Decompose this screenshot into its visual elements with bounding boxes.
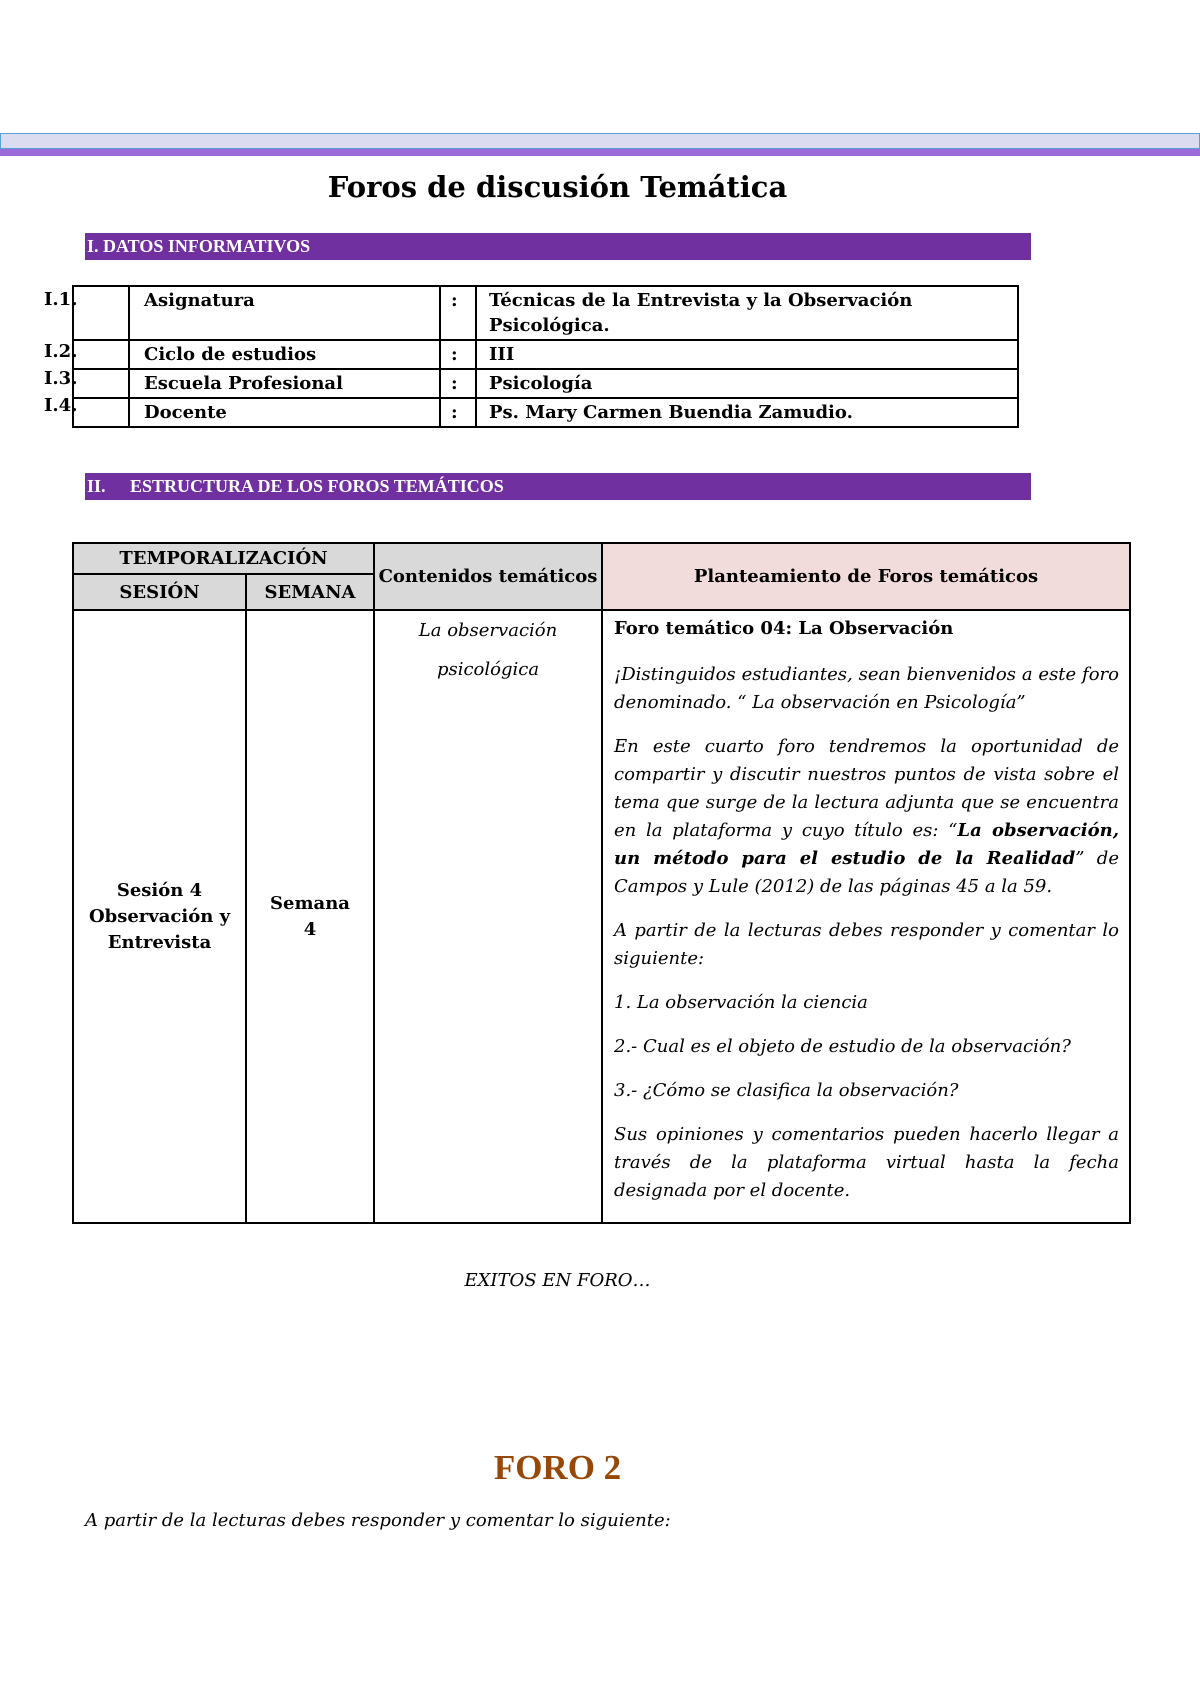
section-heading-estructura (85, 473, 1031, 500)
info-colon: : (440, 398, 476, 427)
section-heading-datos: I. DATOS INFORMATIVOS (85, 233, 1031, 260)
sesion-cell (73, 610, 246, 1223)
planteamiento-cell (602, 610, 1130, 1223)
contenido-line: La observación (418, 620, 558, 641)
forum-header-row (73, 543, 1130, 574)
header-band-accent (0, 149, 1200, 156)
info-label: Escuela Profesional (129, 369, 440, 398)
sesion-number: Sesión 4 (116, 879, 203, 901)
info-table (72, 285, 1019, 428)
row-number: I.3. (44, 368, 78, 389)
info-cell-blank (73, 398, 129, 427)
intro-text: En este cuarto foro tendremos la oportunidad de compartir y discutir nuestros puntos de vista sobre el tema que surge de la lectura adjunta que se encuentra en la plataforma y cuyo título es: “ (614, 736, 1119, 841)
header-band (0, 133, 1200, 149)
contenido-cell (374, 610, 602, 1223)
header-contenidos: Contenidos temáticos (374, 543, 602, 610)
instruction-paragraph: A partir de la lecturas debes responder y comentar lo siguiente: (614, 920, 1119, 969)
info-value: Ps. Mary Carmen Buendia Zamudio. (476, 398, 1018, 427)
sesion-topic: Observación y Entrevista (88, 905, 231, 953)
final-instruction: A partir de la lecturas debes responder y comentar lo siguiente: (85, 1510, 671, 1531)
forum-body-row (73, 610, 1130, 1223)
intro-paragraph (614, 733, 1119, 901)
semana-label: Semana (270, 892, 350, 914)
info-row-escuela (73, 369, 1018, 398)
info-label: Ciclo de estudios (129, 340, 440, 369)
info-row-asignatura (73, 286, 1018, 340)
info-row-docente (73, 398, 1018, 427)
page-title: Foros de discusión Temática (327, 170, 788, 204)
question-3: 3.- ¿Cómo se clasifica la observación? (614, 1080, 959, 1101)
header-semana: SEMANA (246, 574, 374, 610)
info-value: III (476, 340, 1018, 369)
closing-paragraph: Sus opiniones y comentarios pueden hacerlo llegar a través de la plataforma virtual hasta la fecha designada por el docente. (614, 1124, 1119, 1201)
info-label: Asignatura (129, 286, 440, 340)
exitos-text: EXITOS EN FORO… (464, 1270, 651, 1291)
info-colon: : (440, 340, 476, 369)
row-number: I.2. (44, 341, 78, 362)
section-number: II. (87, 476, 106, 496)
section-title: ESTRUCTURA DE LOS FOROS TEMÁTICOS (130, 476, 504, 496)
info-row-ciclo (73, 340, 1018, 369)
info-cell-blank (73, 286, 129, 340)
forum-table (72, 542, 1131, 1224)
info-value: Psicología (476, 369, 1018, 398)
info-cell-blank (73, 369, 129, 398)
row-number: I.1. (44, 289, 78, 310)
welcome-paragraph: ¡Distinguidos estudiantes, sean bienvenidos a este foro denominado. “ La observación en Psicología” (614, 664, 1119, 713)
info-cell-blank (73, 340, 129, 369)
header-planteamiento: Planteamiento de Foros temáticos (602, 543, 1130, 610)
question-1: 1. La observación la ciencia (614, 992, 868, 1013)
contenido-line: psicológica (436, 659, 540, 680)
info-colon: : (440, 369, 476, 398)
header-sesion: SESIÓN (73, 574, 246, 610)
reading-title: La observación, un método para el estudio de la Realidad (614, 820, 1119, 869)
header-temporalizacion: TEMPORALIZACIÓN (73, 543, 374, 574)
intro-text-end: ” de Campos y Lule (2012) de las páginas 45 a la 59. (614, 848, 1119, 897)
row-number: I.4. (44, 395, 78, 416)
semana-number: 4 (303, 918, 317, 940)
forum-topic-title: Foro temático 04: La Observación (614, 618, 954, 639)
info-label: Docente (129, 398, 440, 427)
info-value: Técnicas de la Entrevista y la Observación Psicológica. (476, 286, 1018, 340)
info-colon: : (440, 286, 476, 340)
foro2-heading: FORO 2 (493, 1448, 622, 1487)
question-2: 2.- Cual es el objeto de estudio de la observación? (614, 1036, 1071, 1057)
semana-cell (246, 610, 374, 1223)
